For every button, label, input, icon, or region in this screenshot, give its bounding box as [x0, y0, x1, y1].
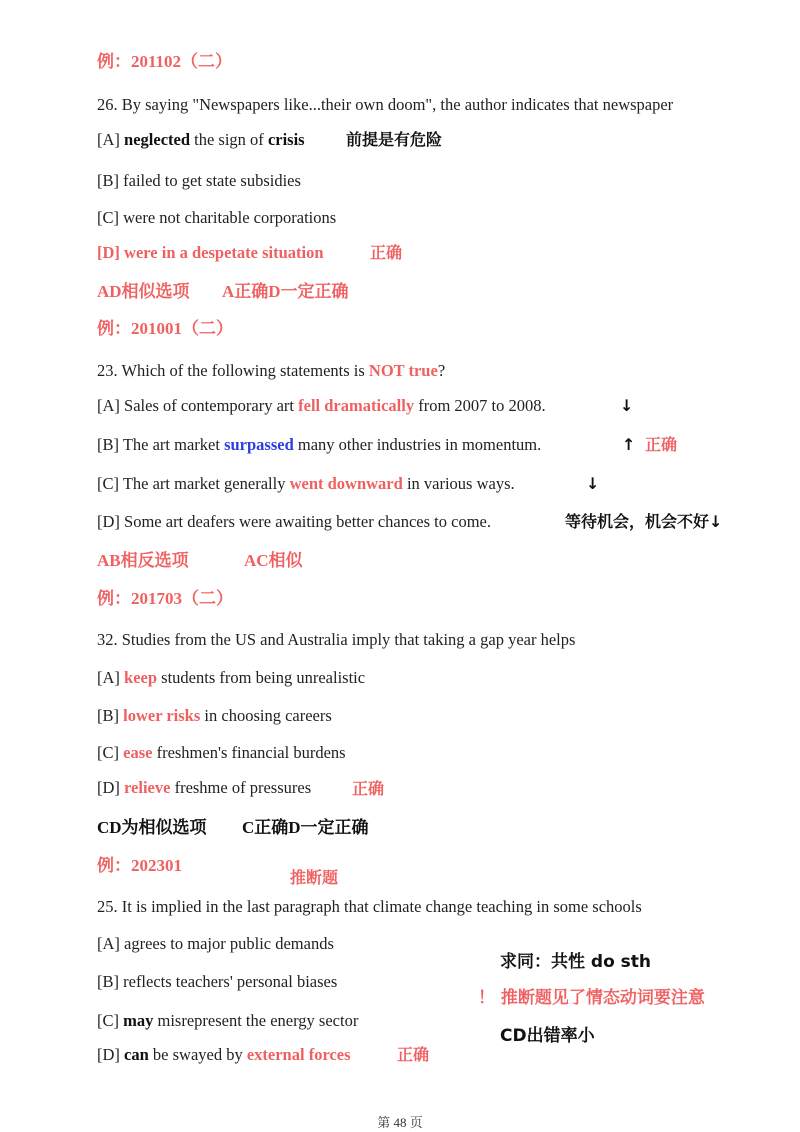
option-c-32: [C] ease freshmen's financial burdens — [97, 743, 346, 762]
summary-right-3: C正确D一定正确 — [242, 818, 369, 837]
example-label-2: 例：201001（二） — [97, 319, 233, 338]
correct-mark: 正确 — [645, 435, 678, 454]
keyword: went downward — [289, 474, 403, 493]
question-25: 25. It is implied in the last paragraph that climate change teaching in some schools — [97, 897, 642, 916]
option-a-23: [A] Sales of contemporary art fell dramatically from 2007 to 2008. — [97, 396, 546, 415]
question-32: 32. Studies from the US and Australia imply that taking a gap year helps — [97, 630, 576, 649]
up-arrow-icon: ↑ — [622, 435, 636, 454]
summary-left-2: AB相反选项 — [97, 551, 189, 570]
keyword: relieve — [124, 778, 171, 797]
summary-right-2: AC相似 — [244, 551, 303, 570]
modal-verb: can — [124, 1045, 149, 1064]
summary-left-3: CD为相似选项 — [97, 818, 207, 837]
note-waiting: 等待机会，机会不好↓ — [565, 512, 723, 531]
keyword: crisis — [267, 130, 305, 149]
option-b-26: [B] failed to get state subsidies — [97, 171, 301, 190]
modal-verb: may — [123, 1011, 154, 1030]
option-d-23: [D] Some art deafers were awaiting better chances to come. — [97, 512, 491, 531]
keyword: external forces — [246, 1045, 351, 1064]
option-b-23: [B] The art market surpassed many other industries in momentum. — [97, 435, 542, 454]
option-d-32: [D] relieve freshme of pressures — [97, 778, 312, 797]
correct-mark: 正确 — [352, 779, 385, 798]
down-arrow-icon: ↓ — [586, 474, 600, 493]
option-b-32: [B] lower risks in choosing careers — [97, 706, 332, 725]
option-a-32: [A] keep students from being unrealistic — [97, 668, 366, 687]
example-label-4: 例：202301 — [97, 856, 182, 875]
keyword: keep — [124, 668, 158, 687]
option-d-25: [D] can be swayed by external forces — [97, 1045, 351, 1064]
question-26: 26. By saying "Newspapers like...their own doom", the author indicates that newspaper — [97, 95, 674, 114]
option-b-25: [B] reflects teachers' personal biases — [97, 972, 338, 991]
keyword: surpassed — [224, 435, 294, 454]
down-arrow-icon: ↓ — [620, 396, 634, 415]
side-note-common: 求同：共性 do sth — [500, 952, 652, 972]
correct-mark: 正确 — [370, 243, 403, 262]
keyword: neglected — [124, 130, 191, 149]
option-d-26: [D] were in a despetate situation — [97, 243, 324, 262]
summary-left-1: AD相似选项 — [97, 282, 190, 301]
inference-tag: 推断题 — [290, 868, 339, 887]
option-a-25: [A] agrees to major public demands — [97, 934, 334, 953]
side-note-low-error: CD出错率小 — [500, 1026, 595, 1046]
side-note-modal-warning: ！ 推断题见了情态动词要注意 — [478, 988, 705, 1008]
summary-right-1: A正确D一定正确 — [222, 282, 349, 301]
keyword: lower risks — [123, 706, 201, 725]
example-label-1: 例：201102（二） — [97, 52, 233, 71]
option-c-26: [C] were not charitable corporations — [97, 208, 337, 227]
note-premise: 前提是有危险 — [346, 130, 443, 149]
keyword: NOT true — [368, 361, 438, 380]
keyword: fell dramatically — [298, 396, 415, 415]
option-c-23: [C] The art market generally went downward in various ways. — [97, 474, 515, 493]
example-label-3: 例：201703（二） — [97, 589, 233, 608]
option-a-26: [A] neglected the sign of crisis — [97, 130, 305, 149]
question-23: 23. Which of the following statements is NOT true? — [97, 361, 446, 380]
correct-mark: 正确 — [397, 1045, 430, 1064]
option-c-25: [C] may misrepresent the energy sector — [97, 1011, 359, 1030]
keyword: ease — [123, 743, 153, 762]
page-number: 第 48 页 — [377, 1115, 423, 1130]
